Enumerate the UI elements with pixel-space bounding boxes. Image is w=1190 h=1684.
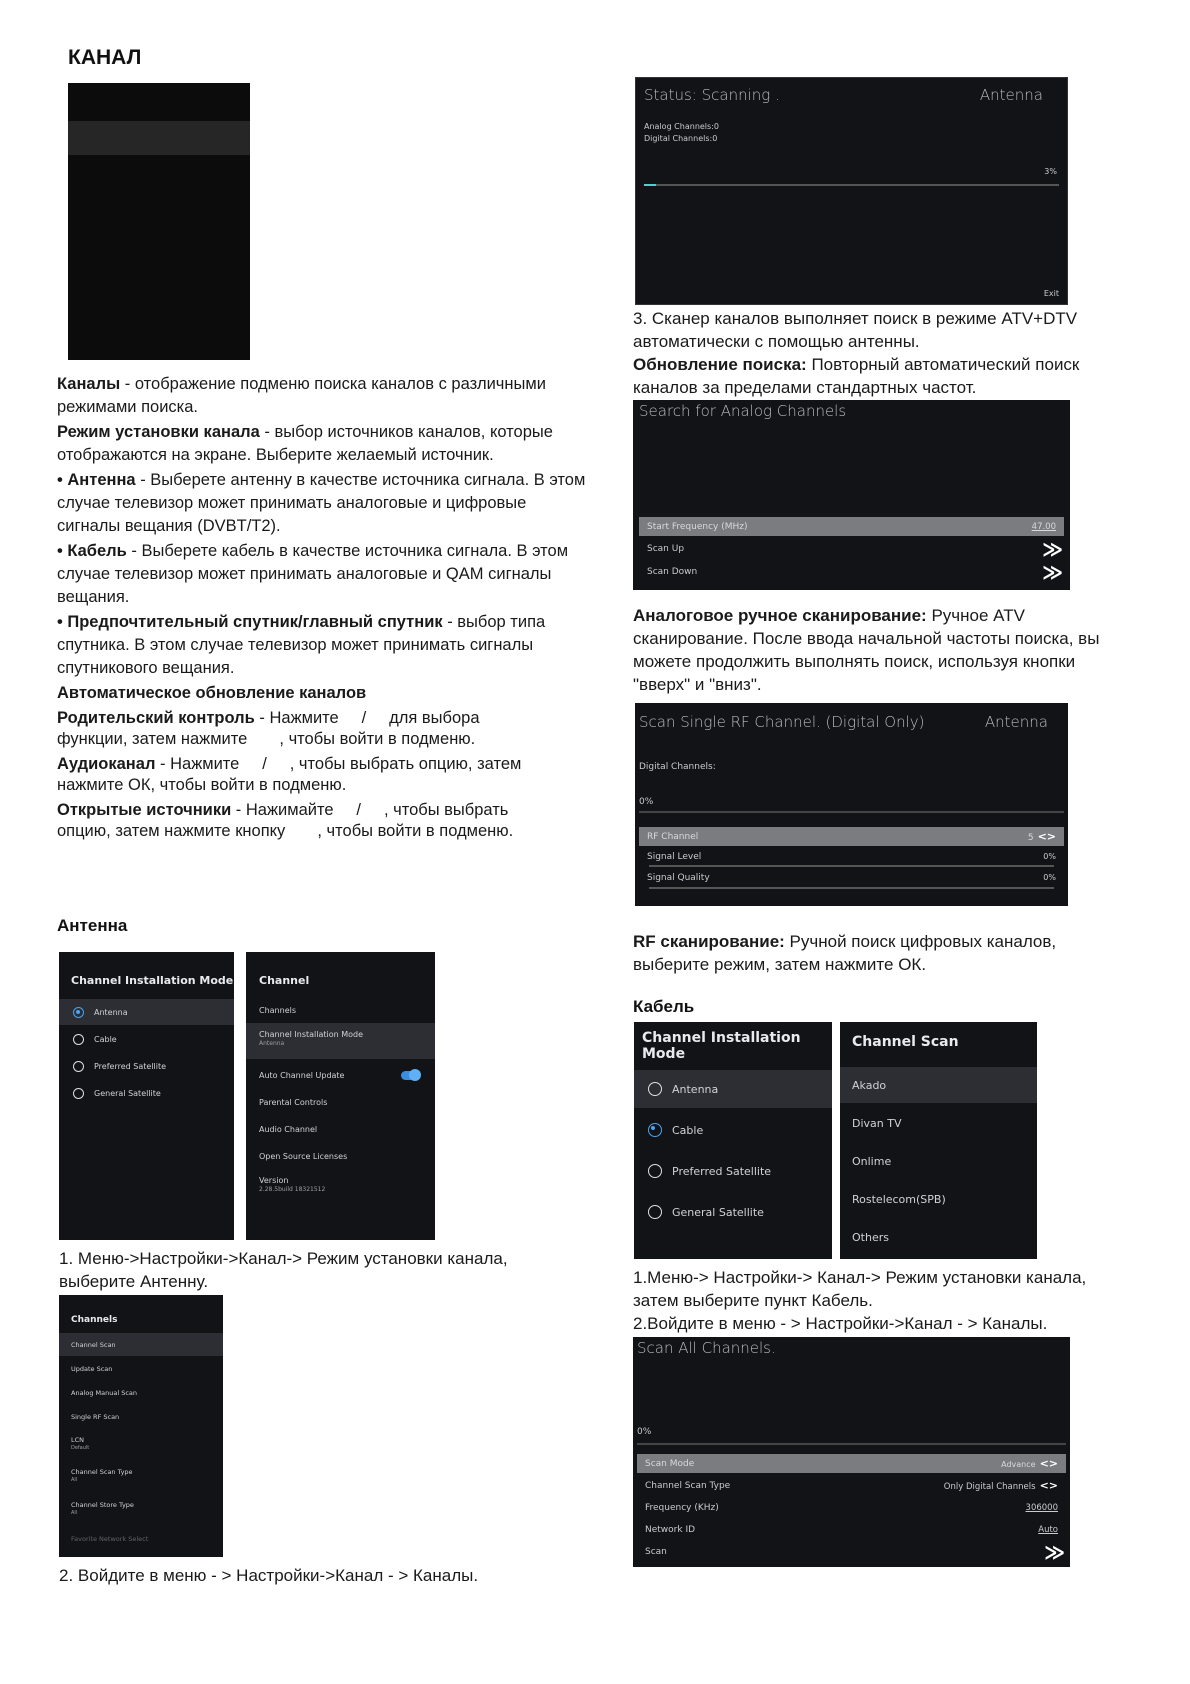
rf-text: Ручной поиск цифровых каналов, выберите режим, затем нажмите ОК. xyxy=(633,932,1057,974)
network-id-row[interactable]: Network ID Auto xyxy=(645,1524,1058,1535)
rf-description xyxy=(633,930,1103,976)
parental-text-2: функции, затем нажмите , чтобы войти в подменю. xyxy=(57,730,476,748)
frequency-row[interactable]: Frequency (KHz) 306000 xyxy=(645,1502,1058,1513)
analog-text: Ручное ATV сканирование. После ввода начальной частоты поиска, вы можете продолжить выполнять поиск, используя кнопки "вверх" и "вниз". xyxy=(633,606,1100,694)
parental-text-1: - Нажмите / для выбора xyxy=(254,709,480,727)
antenna-label: • Антенна xyxy=(57,471,136,489)
double-chevron-icon: ≫ xyxy=(1042,536,1056,561)
channel-scan-type-row[interactable]: Channel Scan Type Only Digital Channels <> xyxy=(645,1479,1058,1492)
open-text-2: опцию, затем нажмите кнопку , чтобы войти в подменю. xyxy=(57,822,514,840)
exit-button[interactable]: Exit xyxy=(1043,289,1059,298)
rf-scan-screen xyxy=(635,703,1068,906)
cim-item-antenna[interactable]: Antenna xyxy=(59,999,234,1025)
radio-icon xyxy=(73,1088,84,1099)
scan-row[interactable]: Scan ≫ xyxy=(645,1539,1058,1564)
open-label: Открытые источники xyxy=(57,801,232,819)
scan-down-row[interactable]: Scan Down ≫ xyxy=(647,559,1056,584)
rf-label: RF сканирование: xyxy=(633,932,785,951)
channel-title: Channel xyxy=(259,974,310,987)
cable-label: • Кабель xyxy=(57,542,127,560)
channel-item-installation-mode[interactable]: Channel Installation Mode Antenna xyxy=(246,1023,435,1059)
channels-text: - отображение подменю поиска каналов с различными режимами поиска. xyxy=(57,375,546,416)
analog-search-screen xyxy=(633,400,1070,590)
operator-others[interactable]: Others xyxy=(852,1230,889,1244)
cable-section-heading: Кабель xyxy=(633,997,695,1016)
operator-rostelecom[interactable]: Rostelecom(SPB) xyxy=(852,1192,946,1206)
rf-scan-title: Scan Single RF Channel. (Digital Only) xyxy=(639,713,925,731)
satellite-text: - выбор типа спутника. В этом случае телевизор может принимать сигналы спутникового вещания. xyxy=(57,613,546,677)
channels-item-analog[interactable]: Analog Manual Scan xyxy=(71,1388,138,1397)
cim-title: Channel Installation Mode xyxy=(71,974,234,987)
signal-level-bar xyxy=(649,865,1054,867)
caption-cable-1: 1.Меню-> Настройки-> Канал-> Режим установки канала, затем выберите пункт Кабель. xyxy=(633,1268,1087,1310)
caption-2: 2. Войдите в меню - > Настройки->Канал - > Каналы. xyxy=(59,1566,479,1585)
start-frequency-row[interactable]: Start Frequency (MHz) 47.00 xyxy=(639,517,1064,536)
cable-cim-screen xyxy=(634,1022,832,1259)
cable-cim-item-general-satellite[interactable]: General Satellite xyxy=(634,1193,832,1231)
left-right-arrow-icon: <> xyxy=(1037,830,1056,843)
analog-search-title: Search for Analog Channels xyxy=(639,402,847,420)
signal-level-row: Signal Level 0% xyxy=(647,851,1056,862)
parental-label: Родительский контроль xyxy=(57,709,255,727)
radio-icon xyxy=(73,1061,84,1072)
radio-icon xyxy=(648,1205,662,1219)
rf-percent: 0% xyxy=(639,797,654,807)
mode-text: - выбор источников каналов, которые отображаются на экране. Выберите желаемый источник. xyxy=(57,423,553,464)
audio-label: Аудиоканал xyxy=(57,755,156,773)
left-description xyxy=(57,373,587,842)
double-chevron-icon: ≫ xyxy=(1044,1539,1058,1564)
progress-fill xyxy=(644,184,656,186)
antenna-text: - Выберете антенну в качестве источника сигнала. В этом случае телевизор может принимать аналоговые и цифровые сигналы вещания (DVBT/T2). xyxy=(57,471,586,535)
radio-icon xyxy=(73,1034,84,1045)
scan-all-progress-track xyxy=(637,1443,1066,1445)
cim-item-cable[interactable]: Cable xyxy=(59,1026,234,1052)
cable-cim-item-preferred-satellite[interactable]: Preferred Satellite xyxy=(634,1152,832,1190)
channels-item-scan[interactable]: Channel Scan xyxy=(59,1333,223,1356)
caption-3 xyxy=(633,307,1133,399)
radio-icon xyxy=(648,1082,662,1096)
cim-item-general-satellite[interactable]: General Satellite xyxy=(59,1080,234,1106)
scan-source: Antenna xyxy=(979,86,1043,104)
channel-item-licenses[interactable]: Open Source Licenses xyxy=(259,1151,348,1161)
auto-update-heading: Автоматическое обновление каналов xyxy=(57,684,367,702)
rf-channel-row[interactable]: RF Channel 5 <> xyxy=(639,827,1064,846)
update-label: Обновление поиска: xyxy=(633,355,807,374)
screen-placeholder xyxy=(68,83,250,360)
highlight-bar xyxy=(68,121,250,155)
cable-cim-title: Channel Installation Mode xyxy=(642,1030,801,1062)
radio-selected-icon xyxy=(648,1123,662,1137)
analog-description xyxy=(633,604,1103,696)
radio-selected-icon xyxy=(73,1007,84,1018)
satellite-label: • Предпочтительный спутник/главный спутник xyxy=(57,613,443,631)
rf-scan-source: Antenna xyxy=(984,713,1048,731)
rf-digital-channels: Digital Channels: xyxy=(639,762,716,772)
double-chevron-icon: ≫ xyxy=(1042,559,1056,584)
channel-screen xyxy=(246,952,435,1240)
channel-item-auto-update[interactable]: Auto Channel Update xyxy=(246,1062,435,1088)
scan-all-title: Scan All Channels. xyxy=(637,1339,776,1357)
cable-scan-title: Channel Scan xyxy=(852,1034,959,1050)
channels-item-scan-type[interactable]: Channel Scan Type All xyxy=(71,1468,133,1483)
analog-count: Analog Channels:0 xyxy=(644,122,719,131)
channels-item-update[interactable]: Update Scan xyxy=(71,1364,113,1373)
scan-all-percent: 0% xyxy=(637,1427,652,1437)
left-right-arrow-icon: <> xyxy=(1039,1479,1058,1492)
digital-count: Digital Channels:0 xyxy=(644,134,718,143)
audio-text-2: нажмите ОК, чтобы войти в подменю. xyxy=(57,776,347,794)
scan-status-text: Status: Scanning . xyxy=(644,86,780,104)
caption-3-line-1: 3. Сканер каналов выполняет поиск в режиме ATV+DTV xyxy=(633,309,1078,328)
mode-label: Режим установки канала xyxy=(57,423,260,441)
caption-3-line-2: автоматически с помощью антенны. xyxy=(633,332,920,351)
antenna-section-heading: Антенна xyxy=(57,916,128,935)
channels-label: Каналы xyxy=(57,375,121,393)
operator-divan-tv[interactable]: Divan TV xyxy=(852,1116,902,1130)
cim-item-preferred-satellite[interactable]: Preferred Satellite xyxy=(59,1053,234,1079)
caption-cable xyxy=(633,1266,1103,1335)
channel-item-parental[interactable]: Parental Controls xyxy=(259,1097,328,1107)
cable-text: - Выберете кабель в качестве источника сигнала. В этом случае телевизор может принимать аналоговые и QAM сигналы вещания. xyxy=(57,542,569,606)
signal-quality-row: Signal Quality 0% xyxy=(647,872,1056,883)
channel-item-channels[interactable]: Channels xyxy=(259,1005,297,1015)
cim-screen xyxy=(59,952,234,1240)
scan-mode-row[interactable]: Scan Mode Advance <> xyxy=(637,1454,1066,1473)
operator-onlime[interactable]: Onlime xyxy=(852,1154,892,1168)
scan-percent: 3% xyxy=(1044,167,1057,176)
open-text-1: - Нажимайте / , чтобы выбрать xyxy=(231,801,509,819)
channels-title: Channels xyxy=(71,1315,118,1325)
scan-up-row[interactable]: Scan Up ≫ xyxy=(647,536,1056,561)
cable-cim-item-cable[interactable]: Cable xyxy=(634,1111,832,1149)
toggle-switch[interactable] xyxy=(401,1071,419,1080)
update-text: Повторный автоматический поиск каналов за пределами стандартных частот. xyxy=(633,355,1080,397)
caption-cable-2: 2.Войдите в меню - > Настройки->Канал - > Каналы. xyxy=(633,1314,1048,1333)
audio-text-1: - Нажмите / , чтобы выбрать опцию, затем xyxy=(155,755,522,773)
channels-item-lcn[interactable]: LCN Default xyxy=(71,1436,90,1451)
left-right-arrow-icon: <> xyxy=(1039,1457,1058,1470)
page-heading: КАНАЛ xyxy=(68,46,142,69)
signal-quality-bar xyxy=(649,887,1054,889)
cable-cim-item-antenna[interactable]: Antenna xyxy=(634,1070,832,1108)
channel-item-audio[interactable]: Audio Channel xyxy=(259,1124,318,1134)
channel-item-version[interactable]: Version 2.28.5build 18321512 xyxy=(259,1176,326,1193)
progress-track xyxy=(644,184,1059,186)
operator-akado[interactable]: Akado xyxy=(840,1067,1037,1103)
caption-1: 1. Меню->Настройки->Канал-> Режим установки канала, выберите Антенну. xyxy=(59,1249,508,1291)
radio-icon xyxy=(648,1164,662,1178)
channels-item-favorite[interactable]: Favorite Network Select xyxy=(71,1535,149,1543)
channels-screen xyxy=(59,1295,223,1557)
scan-status-screen xyxy=(635,77,1068,305)
cable-scan-screen xyxy=(840,1022,1037,1259)
scan-all-screen xyxy=(633,1337,1070,1567)
channels-item-single-rf[interactable]: Single RF Scan xyxy=(71,1412,120,1421)
rf-progress-track xyxy=(639,811,1064,813)
channels-item-store-type[interactable]: Channel Store Type All xyxy=(71,1501,134,1516)
analog-label: Аналоговое ручное сканирование: xyxy=(633,606,927,625)
